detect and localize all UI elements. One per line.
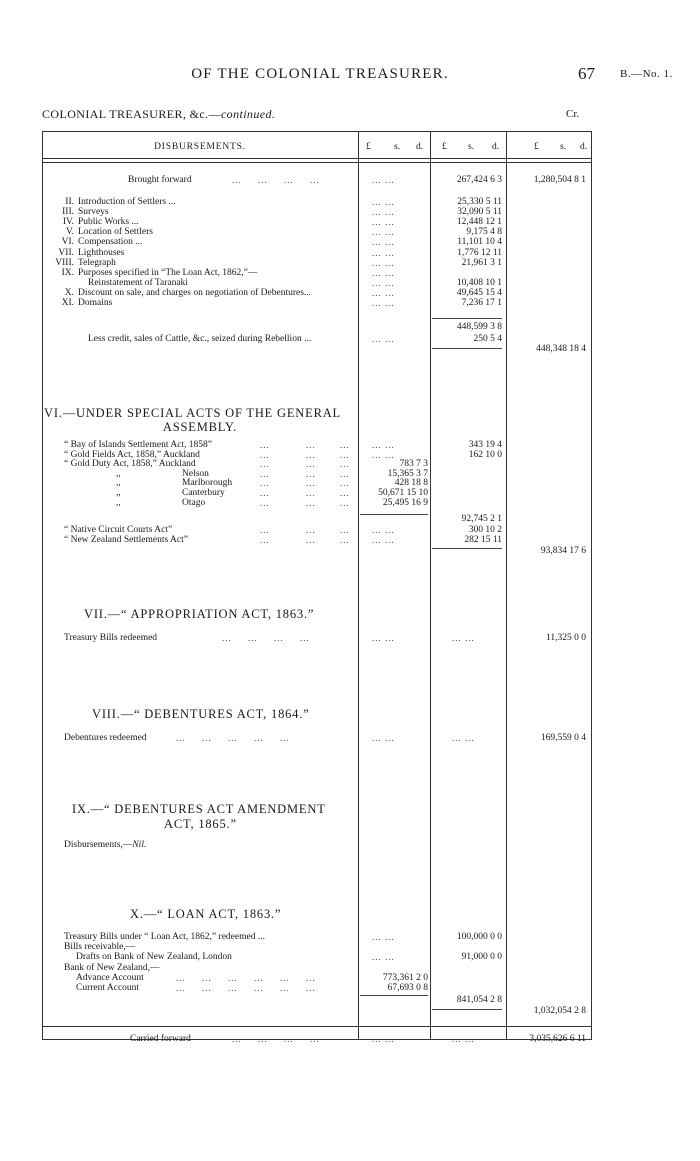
currency-pound: £	[534, 142, 539, 152]
item-label: Introduction of Settlers ...	[78, 197, 176, 207]
section-vi-label: “ Bay of Islands Settlement Act, 1858”	[64, 440, 213, 450]
dot-leader: ... ...	[372, 247, 395, 258]
dot-leader: ...	[340, 459, 350, 470]
dot-leader: ... ...	[372, 287, 395, 298]
currency-pence: d.	[580, 142, 588, 152]
page-number: 67	[578, 64, 595, 83]
dot-leader: ... ...	[372, 334, 395, 344]
subtotal-rule	[432, 318, 502, 319]
section-ix-title: IX.—“ DEBENTURES ACT AMENDMENT	[72, 802, 326, 816]
item-label: Lighthouses	[78, 247, 125, 258]
dot-leader: ...	[340, 440, 350, 450]
dot-leader: ... ...	[372, 449, 395, 460]
section-vi-label: Canterbury	[182, 488, 225, 498]
item-label: Surveys	[78, 207, 109, 218]
dot-leader: ... ... ... ... ... ...	[176, 973, 316, 983]
section-vi-amount: 50,671 15 10	[378, 488, 428, 498]
currency-shilling: s.	[394, 142, 401, 152]
dot-leader: ... ...	[452, 633, 475, 643]
section-x-amount: 67,693 0 8	[387, 983, 428, 993]
section-subheader: COLONIAL TREASURER, &c.—continued.	[42, 107, 276, 121]
subtotal-rule	[432, 548, 502, 549]
dot-leader: ...	[340, 534, 350, 545]
ditto-mark: ,,	[116, 488, 121, 498]
dot-leader: ... ... ... ...	[222, 633, 310, 643]
dot-leader: ...	[340, 525, 350, 535]
column-divider	[506, 131, 507, 1040]
item-amount: 49,645 15 4	[456, 287, 502, 298]
dot-leader: ...	[306, 459, 316, 470]
dot-leader: ... ... ... ... ...	[176, 733, 290, 743]
dot-leader: ... ...	[372, 633, 395, 643]
dot-leader: ... ...	[372, 733, 395, 743]
section-vi-amount: 162 10 0	[468, 449, 502, 460]
dot-leader: ... ...	[372, 534, 395, 545]
section-vi-label: Otago	[182, 497, 206, 508]
dot-leader: ...	[340, 497, 350, 508]
dot-leader: ... ... ... ...	[232, 1034, 320, 1044]
dot-leader: ... ...	[372, 525, 395, 535]
header-rule	[42, 162, 592, 163]
section-ix-title: ACT, 1865.”	[164, 817, 237, 831]
dot-leader: ...	[340, 449, 350, 460]
section-vi-title: VI.—UNDER SPECIAL ACTS OF THE GENERAL	[44, 406, 341, 420]
carried-forward-total: 3,035,626 6 11	[529, 1034, 586, 1044]
section-vi-amount: 428 18 8	[394, 478, 428, 489]
dot-leader: ... ...	[372, 237, 395, 248]
section-vi-label: Marlborough	[182, 478, 233, 489]
item-number: VII.	[58, 247, 74, 258]
dot-leader: ...	[306, 440, 316, 450]
dot-leader: ...	[260, 459, 270, 470]
section-viii-title: VIII.—“ DEBENTURES ACT, 1864.”	[92, 707, 310, 721]
currency-pound: £	[366, 142, 371, 152]
currency-shilling: s.	[468, 142, 475, 152]
section-x-amount: 100,000 0 0	[456, 932, 502, 942]
carried-forward-label: Carried forward	[130, 1034, 191, 1044]
section-x-row: Bank of New Zealand,—	[64, 963, 160, 973]
item-amount: 7,236 17 1	[461, 298, 502, 308]
item-number: X.	[64, 287, 74, 298]
dot-leader: ...	[340, 468, 350, 479]
dot-leader: ...	[260, 525, 270, 535]
dot-leader: ...	[306, 478, 316, 489]
item-number: XI.	[61, 298, 74, 308]
section-vi-title: ASSEMBLY.	[162, 420, 238, 434]
brought-forward-col3: 1,280,504 8 1	[533, 175, 586, 185]
section-viii-label: Debentures redeemed	[64, 733, 147, 743]
brought-forward-label: Brought forward	[128, 175, 192, 185]
ditto-mark: ,,	[116, 468, 121, 479]
dot-leader: ... ...	[372, 207, 395, 218]
dot-leader: ...	[306, 449, 316, 460]
section-total: 93,834 17 6	[540, 546, 586, 556]
section-vi-amount: 300 10 2	[468, 525, 502, 535]
section-x-row: Current Account	[76, 983, 140, 993]
currency-pound: £	[442, 142, 447, 152]
page-title: OF THE COLONIAL TREASURER.	[191, 66, 449, 82]
less-credit-amount: 250 5 4	[473, 334, 502, 344]
section-vi-amount: 282 15 11	[464, 534, 502, 545]
section-vi-amount: 783 7 3	[399, 459, 428, 470]
item-label: Location of Settlers	[78, 227, 153, 238]
dot-leader: ... ...	[372, 298, 395, 308]
dot-leader: ... ...	[372, 952, 395, 962]
section-vi-label: “ Gold Duty Act, 1858,” Auckland	[64, 459, 196, 470]
dot-leader: ...	[260, 488, 270, 498]
brought-forward-col2: 267,424 6 3	[456, 175, 502, 185]
dot-leader: ... ...	[372, 440, 395, 450]
section-vi-amount: 343 19 4	[468, 440, 502, 450]
ditto-mark: ,,	[116, 497, 121, 508]
item-amount: 12,448 12 1	[456, 217, 502, 228]
item-amount: 11,101 10 4	[457, 237, 502, 248]
item-label: Public Works ...	[78, 217, 139, 228]
credit-side-label: Cr.	[566, 108, 580, 120]
dot-leader: ... ...	[372, 227, 395, 238]
item-number: VI.	[61, 237, 74, 248]
gold-duty-subtotal: 92,745 2 1	[461, 514, 502, 524]
section-total: 11,325 0 0	[545, 633, 586, 643]
dot-leader: ... ...	[452, 1034, 475, 1044]
section-vii-title: VII.—“ APPROPRIATION ACT, 1863.”	[84, 607, 315, 621]
section-x-row: Treasury Bills under “ Loan Act, 1862,” redeemed ...	[64, 932, 265, 942]
item-number: IX.	[61, 267, 74, 278]
section-vi-amount: 25,495 16 9	[382, 497, 428, 508]
currency-pence: d.	[492, 142, 500, 152]
dot-leader: ... ...	[372, 217, 395, 228]
dot-leader: ...	[260, 478, 270, 489]
item-number: II.	[65, 197, 74, 207]
item-number: III.	[62, 207, 74, 218]
item-amount: 1,776 12 11	[457, 247, 502, 258]
section-x-row: Bills receivable,—	[64, 942, 136, 952]
section-vi-label: “ New Zealand Settlements Act”	[64, 534, 188, 545]
item-label: Reinstatement of Taranaki	[88, 277, 188, 288]
item-number: VIII.	[55, 257, 74, 268]
subtotal-rule	[432, 1009, 502, 1010]
dot-leader: ...	[306, 534, 316, 545]
section-x-amount: 91,000 0 0	[461, 952, 502, 962]
column-header-disbursements: DISBURSEMENTS.	[154, 142, 246, 152]
subtotal-rule	[432, 348, 502, 349]
item-amount: 32,090 5 11	[457, 207, 502, 218]
dot-leader: ... ...	[372, 257, 395, 268]
header-rule	[42, 158, 592, 159]
section-x-row: Advance Account	[76, 973, 144, 983]
item-amount: 25,330 5 11	[457, 197, 502, 207]
dot-leader: ... ...	[372, 1034, 395, 1044]
section-total: 1,032,054 2 8	[533, 1006, 586, 1016]
dot-leader: ...	[306, 497, 316, 508]
document-reference: B.—No. 1.	[620, 68, 673, 80]
item-number: V.	[65, 227, 74, 238]
dot-leader: ... ...	[372, 932, 395, 942]
item-amount: 21,961 3 1	[461, 257, 502, 268]
section-total: 448,348 18 4	[536, 344, 586, 354]
ditto-mark: ,,	[116, 478, 121, 489]
section-vi-amount: 15,365 3 7	[387, 468, 428, 479]
subtotal-rule	[360, 995, 428, 996]
item-label: Discount on sale, and charges on negotiation of Debentures...	[78, 287, 312, 298]
dot-leader: ... ... ... ...	[232, 175, 320, 185]
dot-leader: ...	[340, 478, 350, 489]
dot-leader: ... ...	[372, 197, 395, 207]
item-label: Telegraph	[78, 257, 116, 268]
item-label: Compensation ...	[78, 237, 143, 248]
section-x-row: Drafts on Bank of New Zealand, London	[76, 952, 232, 962]
currency-shilling: s.	[560, 142, 567, 152]
dot-leader: ... ...	[452, 733, 475, 743]
dot-leader: ...	[306, 525, 316, 535]
dot-leader: ...	[260, 449, 270, 460]
dot-leader: ...	[306, 488, 316, 498]
dot-leader: ...	[340, 488, 350, 498]
section-x-subtotal: 841,054 2 8	[456, 995, 502, 1005]
dot-leader: ... ...	[372, 267, 395, 278]
item-label: Domains	[78, 298, 113, 308]
less-credit-label: Less credit, sales of Cattle, &c., seized during Rebellion ...	[88, 334, 312, 344]
currency-pence: d.	[416, 142, 424, 152]
dot-leader: ...	[306, 468, 316, 479]
section-vi-label: “ Gold Fields Act, 1858,” Auckland	[64, 449, 200, 460]
item-number: IV.	[62, 217, 74, 228]
dot-leader: ...	[260, 497, 270, 508]
section-total: 169,559 0 4	[540, 733, 586, 743]
dot-leader: ... ...	[372, 277, 395, 288]
section-vii-label: Treasury Bills redeemed	[64, 633, 158, 643]
dot-leader: ...	[260, 468, 270, 479]
footer-rule	[42, 1026, 592, 1027]
dot-leader: ... ...	[372, 175, 395, 185]
subtotal-amount: 448,599 3 8	[456, 322, 502, 332]
section-vi-label: Nelson	[182, 468, 209, 479]
column-divider	[358, 131, 359, 1040]
section-vi-label: “ Native Circuit Courts Act”	[64, 525, 173, 535]
item-amount: 10,408 10 1	[456, 277, 502, 288]
item-amount: 9,175 4 8	[466, 227, 502, 238]
dot-leader: ... ... ... ... ... ...	[176, 983, 316, 993]
section-x-title: X.—“ LOAN ACT, 1863.”	[130, 907, 282, 921]
section-x-amount: 773,361 2 0	[382, 973, 428, 983]
item-label: Purposes specified in “The Loan Act, 1862,”—	[78, 267, 258, 278]
dot-leader: ...	[260, 534, 270, 545]
section-ix-label: Disbursements,—Nil.	[64, 840, 147, 850]
subtotal-rule	[360, 514, 428, 515]
dot-leader: ...	[260, 440, 270, 450]
